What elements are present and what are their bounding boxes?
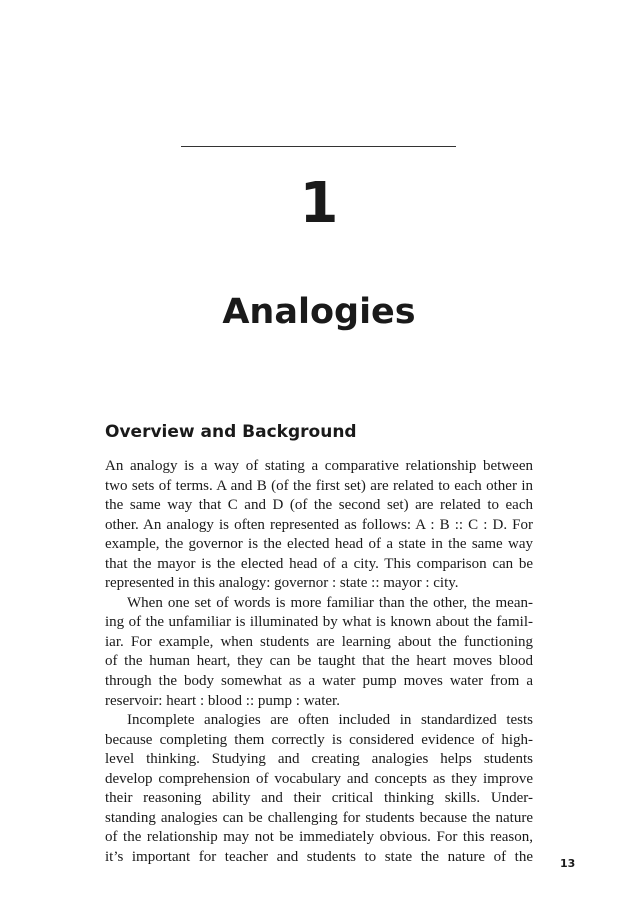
paragraph-1-line: represented in this analogy: governor : state :: mayor : city. xyxy=(105,575,459,592)
section-heading: Overview and Background xyxy=(105,422,357,442)
paragraph-3-line: Incomplete analogies are often included in standardized tests xyxy=(127,712,533,729)
paragraph-3-line: their reasoning ability and their critical thinking skills. Under- xyxy=(105,790,533,807)
paragraph-2-line: When one set of words is more familiar than the other, the mean- xyxy=(127,594,533,611)
page-number: 13 xyxy=(560,857,576,870)
paragraph-1-line: An analogy is a way of stating a comparative relationship between xyxy=(105,458,533,474)
paragraph-3-line: of the relationship may not be immediately obvious. For this reason, xyxy=(105,829,533,846)
chapter-number: 1 xyxy=(299,171,339,236)
paragraph-3-line: develop comprehension of vocabulary and concepts as they improve xyxy=(105,770,533,787)
paragraph-3-line: because completing them correctly is considered evidence of high- xyxy=(105,731,533,748)
paragraph-1-line: two sets of terms. A and B (of the first set) are related to each other in xyxy=(105,477,533,494)
paragraph-3-line: it’s important for teacher and students to state the nature of the xyxy=(105,848,533,865)
paragraph-3-line: level thinking. Studying and creating analogies helps students xyxy=(105,751,533,768)
paragraph-3-line: standing analogies can be challenging for students because the nature xyxy=(105,809,533,826)
paragraph-2-line: reservoir: heart : blood :: pump : water. xyxy=(105,692,340,709)
chapter-title: Analogies xyxy=(222,292,416,332)
paragraph-1-line: the same way that C and D (of the second set) are related to each xyxy=(105,497,533,514)
chapter-rule xyxy=(181,146,456,147)
paragraph-2-line: through the body somewhat as a water pump moves water from a xyxy=(105,673,533,690)
paragraph-1-line: that the mayor is the elected head of a city. This comparison can be xyxy=(105,555,533,572)
paragraph-1-line: example, the governor is the elected head of a state in the same way xyxy=(105,536,533,553)
body-text xyxy=(105,457,533,867)
paragraph-2-line: of the human heart, they can be taught that the heart moves blood xyxy=(105,653,533,670)
paragraph-2-line: ing of the unfamiliar is illuminated by what is known about the famil- xyxy=(105,614,533,631)
paragraph-2-line: iar. For example, when students are learning about the functioning xyxy=(105,633,533,650)
paragraph-1-line: other. An analogy is often represented as follows: A : B :: C : D. For xyxy=(105,516,533,533)
